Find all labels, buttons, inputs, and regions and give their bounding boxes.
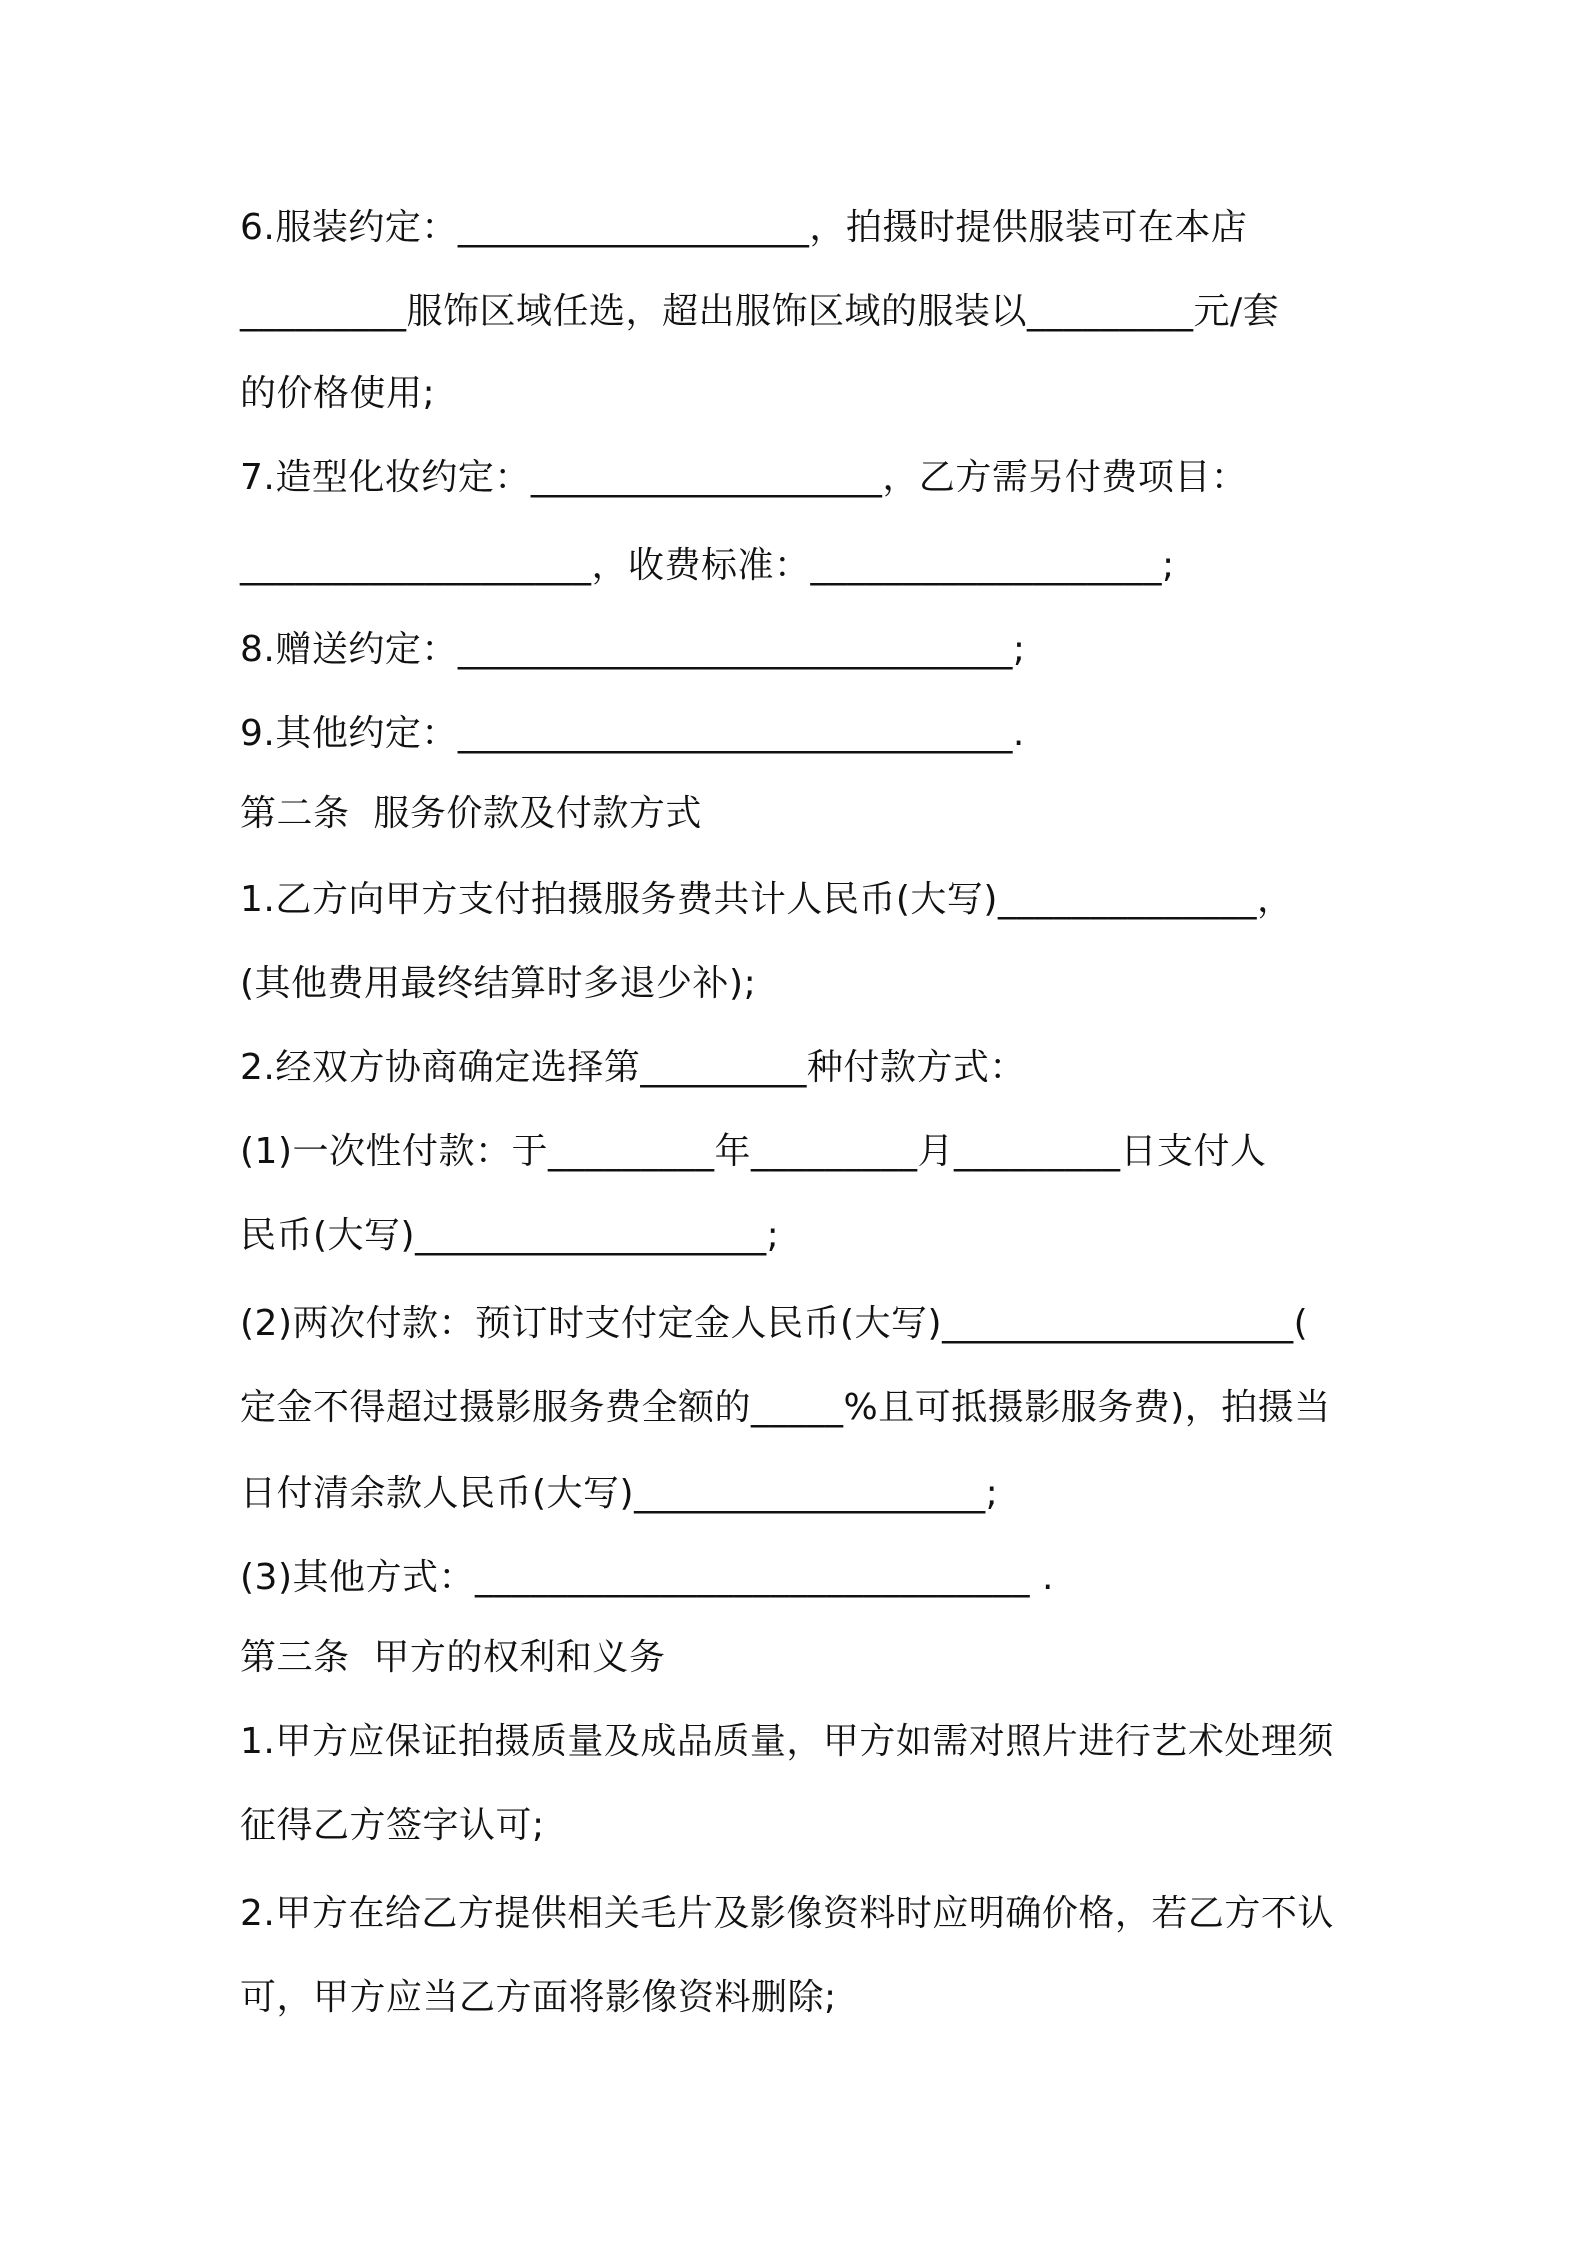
article-3-item-1-line-2: 征得乙方签字认可; <box>240 1805 545 1846</box>
clause-7-makeup-line-2: ___________________，收费标准：___________________; <box>240 545 1175 586</box>
article-3-heading: 第三条 甲方的权利和义务 <box>240 1637 666 1678</box>
clause-6-costume-line-1: 6.服装约定：___________________，拍摄时提供服装可在本店 <box>240 207 1248 248</box>
payment-option-2-line-1: (2)两次付款：预订时支付定金人民币(大写)___________________( <box>240 1303 1309 1344</box>
article-2-item-2-line: 2.经双方协商确定选择第_________种付款方式： <box>240 1047 1026 1088</box>
article-3-item-2-line-2: 可，甲方应当乙方面将影像资料删除; <box>240 1977 837 2018</box>
clause-6-costume-line-3: 的价格使用; <box>240 373 436 414</box>
clause-8-gift-line: 8.赠送约定：______________________________; <box>240 629 1026 670</box>
article-2-item-1-line-1: 1.乙方向甲方支付拍摄服务费共计人民币(大写)______________， <box>240 879 1294 920</box>
clause-7-makeup-line-1: 7.造型化妆约定：___________________，乙方需另付费项目： <box>240 457 1248 498</box>
article-2-item-1-line-2: (其他费用最终结算时多退少补); <box>240 963 757 1004</box>
payment-option-2-line-3: 日付清余款人民币(大写)___________________; <box>240 1473 999 1514</box>
payment-option-3-line: (3)其他方式：______________________________ . <box>240 1557 1054 1598</box>
article-2-heading: 第二条 服务价款及付款方式 <box>240 793 702 834</box>
article-3-item-2-line-1: 2.甲方在给乙方提供相关毛片及影像资料时应明确价格，若乙方不认 <box>240 1893 1334 1934</box>
clause-9-other-line: 9.其他约定：______________________________. <box>240 713 1025 754</box>
article-3-item-1-line-1: 1.甲方应保证拍摄质量及成品质量，甲方如需对照片进行艺术处理须 <box>240 1721 1334 1762</box>
clause-6-costume-line-2: _________服饰区域任选，超出服饰区域的服装以_________元/套 <box>240 291 1280 332</box>
payment-option-1-line-1: (1)一次性付款：于_________年_________月_________日支付人 <box>240 1131 1267 1172</box>
payment-option-2-line-2: 定金不得超过摄影服务费全额的_____%且可抵摄影服务费)，拍摄当 <box>240 1387 1331 1428</box>
payment-option-1-line-2: 民币(大写)___________________; <box>240 1215 780 1256</box>
